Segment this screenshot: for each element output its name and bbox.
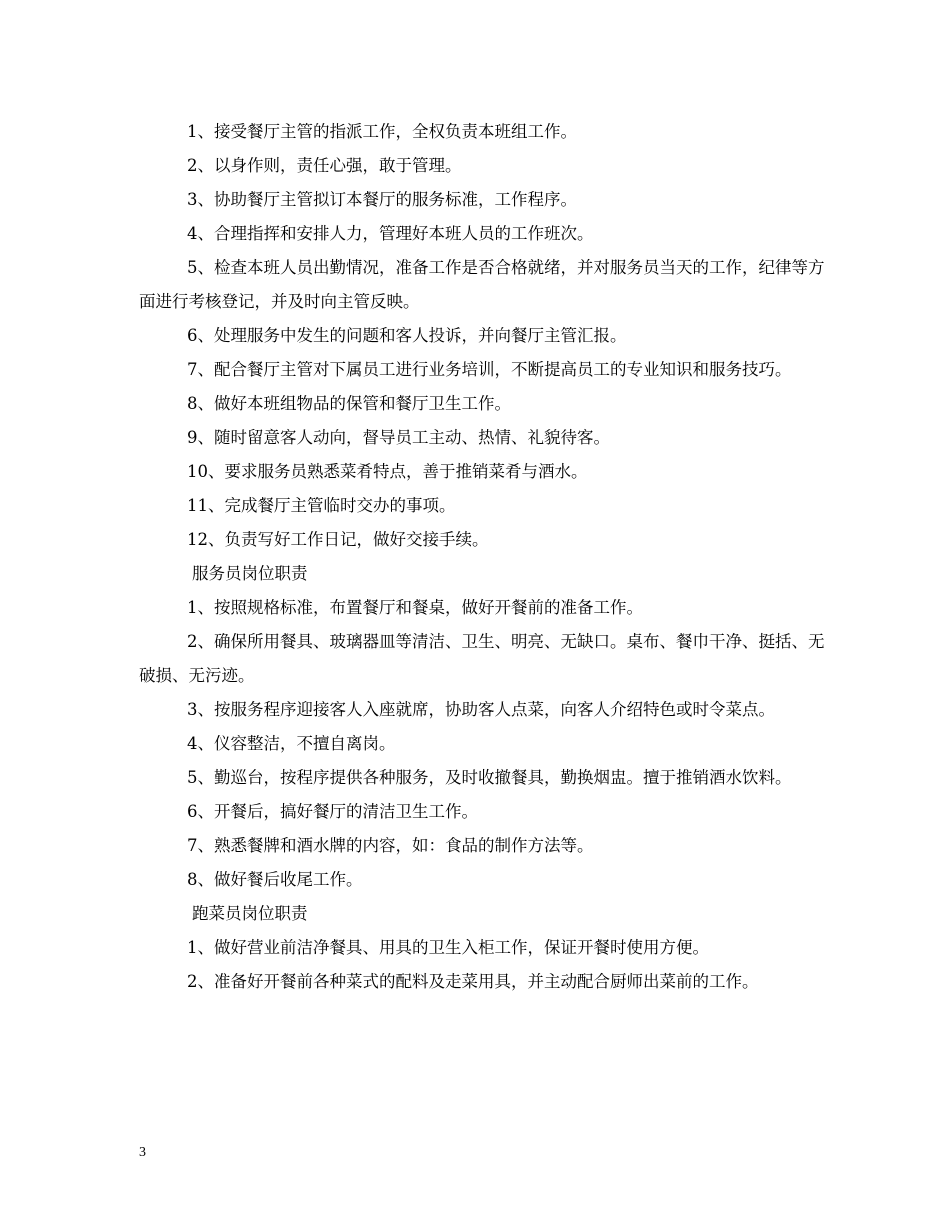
paragraph: 7、配合餐厅主管对下属员工进行业务培训，不断提高员工的专业知识和服务技巧。 bbox=[187, 360, 792, 379]
paragraph: 5、检查本班人员出勤情况，准备工作是否合格就绪，并对服务员当天的工作，纪律等方面进行考核登记，并及时向主管反映。 bbox=[139, 258, 825, 311]
paragraph: 11、完成餐厅主管临时交办的事项。 bbox=[187, 496, 456, 515]
paragraph: 8、做好餐后收尾工作。 bbox=[187, 870, 363, 889]
paragraph: 1、按照规格标准，布置餐厅和餐桌，做好开餐前的准备工作。 bbox=[187, 598, 643, 617]
section-heading: 服务员岗位职责 bbox=[192, 564, 308, 583]
paragraph: 3、按服务程序迎接客人入座就席，协助客人点菜，向客人介绍特色或时令菜点。 bbox=[187, 700, 775, 719]
paragraph: 3、协助餐厅主管拟订本餐厅的服务标准，工作程序。 bbox=[187, 190, 577, 209]
page-number: 3 bbox=[139, 1145, 146, 1160]
paragraph: 7、熟悉餐牌和酒水牌的内容，如：食品的制作方法等。 bbox=[187, 836, 594, 855]
paragraph: 2、以身作则，责任心强，敢于管理。 bbox=[187, 156, 462, 175]
section-heading: 跑菜员岗位职责 bbox=[192, 904, 308, 923]
paragraph: 2、确保所用餐具、玻璃器皿等清洁、卫生、明亮、无缺口。桌布、餐巾干净、挺括、无破损、无污迹。 bbox=[139, 632, 825, 685]
paragraph: 12、负责写好工作日记，做好交接手续。 bbox=[187, 530, 489, 549]
paragraph: 6、开餐后，搞好餐厅的清洁卫生工作。 bbox=[187, 802, 478, 821]
paragraph: 1、接受餐厅主管的指派工作，全权负责本班组工作。 bbox=[187, 122, 577, 141]
paragraph: 6、处理服务中发生的问题和客人投诉，并向餐厅主管汇报。 bbox=[187, 326, 627, 345]
paragraph: 8、做好本班组物品的保管和餐厅卫生工作。 bbox=[187, 394, 511, 413]
document-body bbox=[139, 115, 829, 999]
paragraph: 4、合理指挥和安排人力，管理好本班人员的工作班次。 bbox=[187, 224, 594, 243]
paragraph: 5、勤巡台，按程序提供各种服务，及时收撤餐具，勤换烟盅。擅于推销酒水饮料。 bbox=[187, 768, 792, 787]
paragraph: 4、仪容整洁，不擅自离岗。 bbox=[187, 734, 396, 753]
paragraph: 10、要求服务员熟悉菜肴特点，善于推销菜肴与酒水。 bbox=[187, 462, 588, 481]
paragraph: 9、随时留意客人动向，督导员工主动、热情、礼貌待客。 bbox=[187, 428, 610, 447]
paragraph: 1、做好营业前洁净餐具、用具的卫生入柜工作，保证开餐时使用方便。 bbox=[187, 938, 709, 957]
paragraph: 2、准备好开餐前各种菜式的配料及走菜用具，并主动配合厨师出菜前的工作。 bbox=[187, 972, 759, 991]
